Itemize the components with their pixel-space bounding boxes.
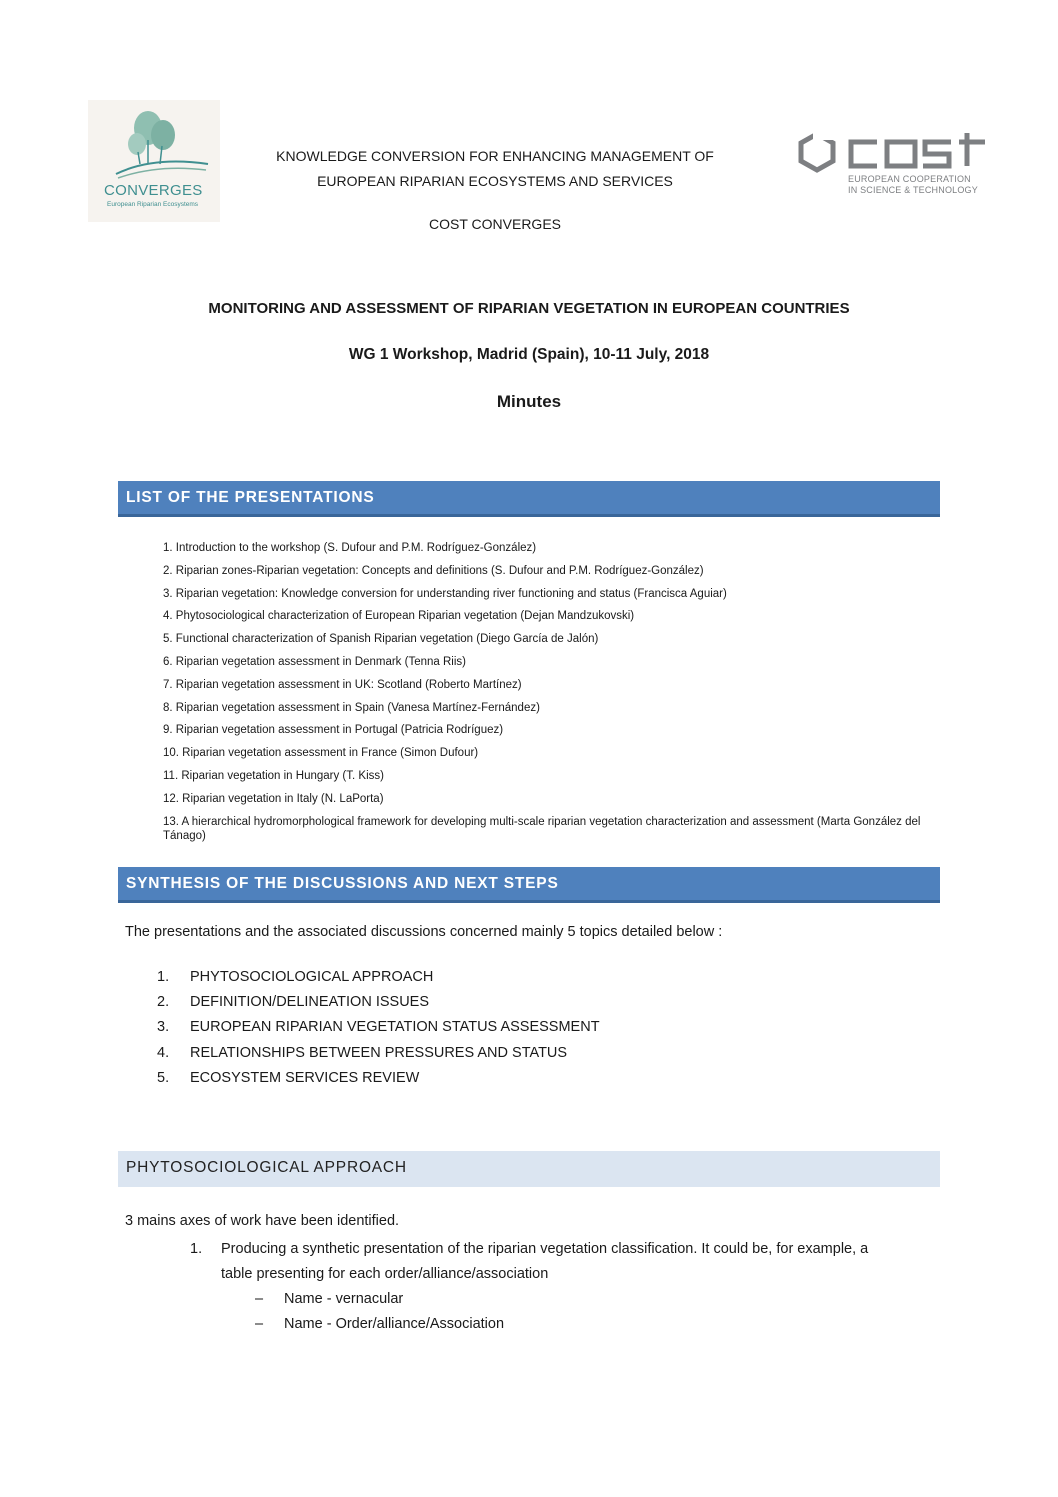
cost-mark-icon [795, 130, 990, 174]
list-item: 3. Riparian vegetation: Knowledge conversion for understanding river functioning and status (Francisca Aguiar) [163, 587, 727, 600]
header-subheading: COST CONVERGES [429, 216, 561, 232]
list-item-label: PHYTOSOCIOLOGICAL APPROACH [190, 969, 434, 985]
converges-logo-tagline: European Riparian Ecosystems [107, 201, 199, 208]
list-item-label: EUROPEAN RIPARIAN VEGETATION STATUS ASSESSMENT [190, 1019, 600, 1036]
section-heading-synthesis: SYNTHESIS OF THE DISCUSSIONS AND NEXT STEPS [118, 867, 940, 903]
presentation-list [163, 541, 923, 850]
list-item-number: 5. [157, 1069, 170, 1086]
list-item: 10. Riparian vegetation assessment in France (Simon Dufour) [163, 747, 479, 760]
dash-bullet: – [255, 1291, 264, 1307]
list-item-number: 1. [190, 1241, 203, 1257]
list-item-number: 3. [157, 1019, 170, 1036]
list-item: 13. A hierarchical hydromorphological framework for developing multi-scale riparian vegetation characterization and assessment (Marta González del Tánago) [163, 815, 921, 842]
list-item [157, 965, 600, 990]
converges-logo-name: CONVERGES [104, 182, 203, 199]
section-heading-presentations: LIST OF THE PRESENTATIONS [118, 481, 940, 517]
document-subtitle: WG 1 Workshop, Madrid (Spain), 10-11 July, 2018 [348, 346, 710, 363]
list-item-label: ECOSYSTEM SERVICES REVIEW [190, 1069, 420, 1086]
list-item [157, 990, 600, 1015]
topic-list [157, 965, 600, 1091]
header-line-2: EUROPEAN RIPARIAN ECOSYSTEMS AND SERVICES [317, 173, 673, 189]
header-line-1: KNOWLEDGE CONVERSION FOR ENHANCING MANAGEMENT OF [276, 148, 714, 164]
list-item [157, 1066, 600, 1091]
sub-list-item [255, 1287, 403, 1312]
cost-logo-line-1: EUROPEAN COOPERATION [848, 174, 971, 184]
list-item: 7. Riparian vegetation assessment in UK: Scotland (Roberto Martínez) [163, 678, 522, 691]
sub-list-item-label: Name - vernacular [284, 1291, 404, 1307]
list-item: 6. Riparian vegetation assessment in Denmark (Tenna Riis) [163, 655, 466, 668]
sub-list-item-label: Name - Order/alliance/Association [284, 1316, 505, 1332]
cost-logo [795, 130, 990, 200]
list-item: 1. Introduction to the workshop (S. Dufour and P.M. Rodríguez-González) [163, 542, 537, 554]
list-item: 5. Functional characterization of Spanish Riparian vegetation (Diego García de Jalón) [163, 633, 599, 646]
cost-logo-line-2: IN SCIENCE & TECHNOLOGY [848, 185, 978, 195]
list-item: 2. Riparian zones-Riparian vegetation: Concepts and definitions (S. Dufour and P.M. Rodríguez-González) [163, 564, 704, 577]
list-item-number: 2. [157, 994, 170, 1011]
sub-list-item [255, 1312, 504, 1337]
list-item: 8. Riparian vegetation assessment in Spain (Vanesa Martínez-Fernández) [163, 701, 540, 714]
document-type: Minutes [496, 392, 562, 411]
list-item [157, 1015, 600, 1040]
document-title: MONITORING AND ASSESSMENT OF RIPARIAN VEGETATION IN EUROPEAN COUNTRIES [208, 300, 850, 317]
list-item-number: 4. [157, 1044, 170, 1061]
list-item: 4. Phytosociological characterization of European Riparian vegetation (Dejan Mandzukovski) [163, 610, 635, 623]
phyto-intro: 3 mains axes of work have been identified. [125, 1213, 400, 1229]
section-heading-phytosociological: PHYTOSOCIOLOGICAL APPROACH [118, 1151, 940, 1187]
list-item: 9. Riparian vegetation assessment in Portugal (Patricia Rodríguez) [163, 724, 504, 737]
list-item-label: RELATIONSHIPS BETWEEN PRESSURES AND STATUS [190, 1044, 568, 1061]
list-item-label: DEFINITION/DELINEATION ISSUES [190, 994, 430, 1011]
synthesis-intro: The presentations and the associated discussions concerned mainly 5 topics detailed below : [125, 924, 723, 940]
dash-bullet: – [255, 1316, 264, 1332]
list-item-label: Producing a synthetic presentation of the riparian vegetation classification. It could be, for example, a table presenting for each order/alliance/association [221, 1241, 869, 1282]
list-item [157, 1041, 600, 1066]
list-item-number: 1. [157, 969, 170, 985]
list-item: 12. Riparian vegetation in Italy (N. LaPorta) [163, 792, 384, 805]
list-item: 11. Riparian vegetation in Hungary (T. Kiss) [163, 769, 384, 782]
